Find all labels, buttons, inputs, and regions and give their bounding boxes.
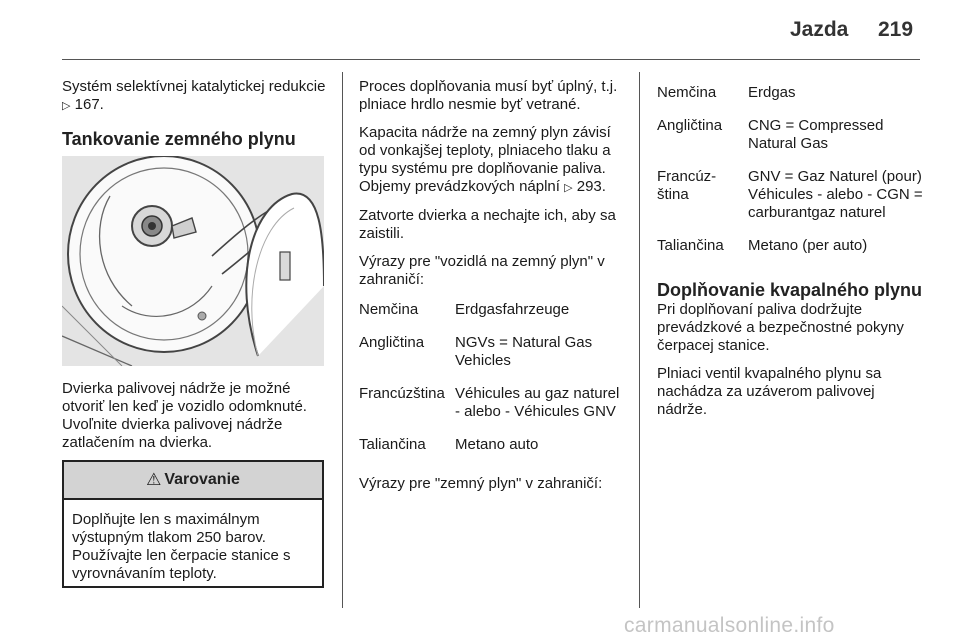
language-cell: Angličtina: [359, 334, 425, 351]
table-row: [359, 436, 627, 469]
page-number: 219: [878, 18, 914, 41]
term-cell: Véhicules au gaz naturel - alebo - Véhicules GNV: [455, 385, 620, 420]
warning-text: Doplňujte len s maximálnym výstupným tlakom 250 barov. Používajte len čerpacie stanice s vyrovnávaním teploty.: [72, 511, 291, 582]
vehicle-terms-intro: Výrazy pre "vozidlá na zemný plyn" v zahraničí:: [359, 253, 605, 288]
language-cell: Francúz-ština: [657, 168, 717, 203]
table-row: [657, 84, 923, 117]
page-section-title: Jazda: [790, 18, 849, 41]
language-cell: Angličtina: [657, 117, 723, 134]
term-cell: GNV = Gaz Naturel (pour) Véhicules - alebo - CGN = carburantgaz naturel: [748, 168, 923, 221]
intro-text: Systém selektívnej katalytickej redukcie: [62, 78, 326, 95]
warning-header: [64, 462, 322, 500]
column-divider-2: [639, 72, 640, 608]
language-cell: Francúzština: [359, 385, 445, 402]
gas-terms-intro: Výrazy pre "zemný plyn" v zahraničí:: [359, 475, 603, 492]
close-flap-paragraph: Zatvorte dvierka a nechajte ich, aby sa zaistili.: [359, 207, 616, 242]
language-cell: Nemčina: [359, 301, 419, 318]
language-cell: Nemčina: [657, 84, 717, 101]
column-2: [359, 78, 627, 503]
lpg-valve-paragraph: Plniaci ventil kvapalného plynu sa nachádza za uzáverom palivovej nádrže.: [657, 365, 882, 418]
table-row: [657, 117, 923, 168]
section-heading-lpg: Doplňovanie kvapalného plynu: [657, 280, 923, 300]
gas-terms-table: [657, 84, 923, 270]
column-1: [62, 78, 326, 150]
term-cell: NGVs = Natural Gas Vehicles: [455, 334, 593, 369]
warning-triangle-icon: ⚠: [146, 470, 162, 489]
site-watermark: carmanualsonline.info: [624, 614, 835, 637]
term-cell: Erdgasfahrzeuge: [455, 301, 570, 318]
term-cell: CNG = Compressed Natural Gas: [748, 117, 884, 152]
vehicle-terms-table: [359, 301, 627, 469]
section-heading-cng: Tankovanie zemného plynu: [62, 129, 296, 149]
table-row: [359, 385, 627, 436]
column-divider-1: [342, 72, 343, 608]
fuel-door-drawing: [62, 156, 324, 366]
reference-arrow-icon: ▷: [62, 100, 71, 112]
language-cell: Taliančina: [657, 237, 724, 254]
language-cell: Taliančina: [359, 436, 426, 453]
capacity-page-ref[interactable]: 293.: [576, 178, 606, 195]
reference-arrow-icon: ▷: [564, 182, 573, 194]
intro-page-ref[interactable]: 167.: [74, 96, 104, 113]
column-3: [657, 84, 923, 429]
tank-capacity-paragraph: [359, 124, 627, 197]
column-1-lower: [62, 380, 330, 462]
table-row: [359, 301, 627, 334]
table-row: [657, 168, 923, 237]
flap-opening-paragraph: Dvierka palivovej nádrže je možné otvoriť len keď je vozidlo odomknuté. Uvoľnite dvierka palivovej nádrže zatlačením na dvierka.: [62, 380, 307, 451]
term-cell: Metano auto: [455, 436, 539, 453]
term-cell: Metano (per auto): [748, 237, 868, 254]
fuel-filler-flap-illustration: [62, 156, 324, 366]
tank-capacity-text: Kapacita nádrže na zemný plyn závisí od vonkajšej teploty, plniaceho tlaku a typu systému pre doplňovanie paliva. Objemy prevádzkových náplní: [359, 124, 611, 195]
warning-title: Varovanie: [164, 471, 240, 488]
filling-complete-paragraph: Proces doplňovania musí byť úplný, t.j. plniace hrdlo nesmie byť vetrané.: [359, 78, 618, 113]
lpg-instructions-paragraph: Pri doplňovaní paliva dodržujte prevádzkové a bezpečnostné pokyny čerpacej stanice.: [657, 301, 904, 354]
table-row: [657, 237, 923, 270]
table-row: [359, 334, 627, 385]
warning-box: [62, 460, 324, 588]
header-divider: [62, 59, 920, 60]
term-cell: Erdgas: [748, 84, 796, 101]
intro-paragraph: [62, 78, 326, 115]
